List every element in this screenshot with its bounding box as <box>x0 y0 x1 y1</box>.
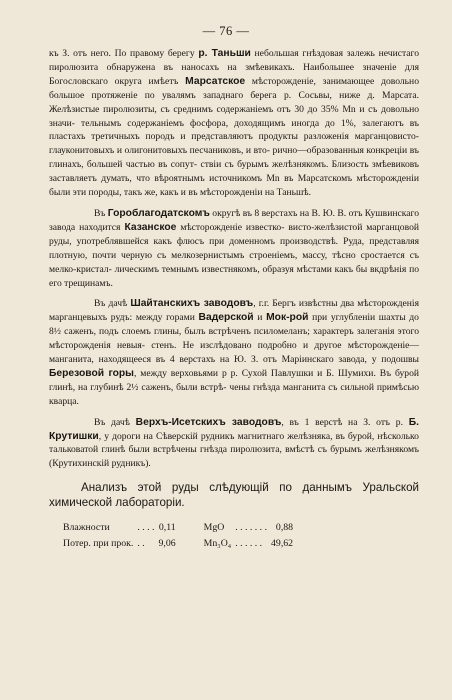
text-line: р. <box>395 416 403 428</box>
text-line: мелкозернистымъ строеніемъ, массу, тѣсно сростается съ мелко-кристал- <box>49 249 419 275</box>
place-name: Казанское <box>124 221 177 233</box>
result-label: Потер. при прок. <box>63 538 134 550</box>
place-name: рой <box>289 312 309 324</box>
analysis-heading-line: Анализъ этой руды слѣдующій по даннымъ Уральской <box>81 481 419 495</box>
paragraph-shaitanskie <box>49 297 419 408</box>
place-name: Мок- <box>266 312 290 324</box>
result-dots: . . . . . . . <box>235 522 268 534</box>
table-row <box>61 536 295 552</box>
text-line: что вѣроятнымъ источникомъ Mn въ Марсатскомъ мѣсторожденіи были <box>49 173 419 199</box>
place-name: Б. Крутишки <box>49 416 419 442</box>
text-line: мѣсторожденіе известко- <box>180 221 285 233</box>
result-dots: . . . . . . <box>235 538 263 550</box>
text-line: находящееся въ 4 верстахъ на Ю. З. отъ Маріинскаго завода, <box>98 354 367 366</box>
text-line: и <box>257 312 263 324</box>
place-name: Вадерской <box>198 312 254 324</box>
text-line: небольшая гнѣздовая <box>254 48 344 59</box>
place-name: Верхъ-Исетскихъ заводовъ <box>135 416 282 428</box>
result-dots: . . . . <box>137 522 155 534</box>
page-number: — 76 — <box>202 24 250 38</box>
text-line: западнаго берега р. Сосьвы, ниже д. Марсата. Желѣзистые пиролюзиты, <box>49 89 419 115</box>
result-dots: . . <box>137 538 145 550</box>
place-name: Гороблагодатскомъ <box>107 207 210 219</box>
text-line: стенъ. Не изслѣдовано подробно и другое мѣсторожденіе—манганита, <box>49 340 419 366</box>
result-value: 0,11 <box>158 522 176 534</box>
text-line: ствіи съ бурымъ желѣзнякомъ. Близость змѣевиковъ заставляетъ думать, <box>49 159 419 185</box>
text-line: въ бурой, нѣсколько тальковатой глинѣ были встрѣчены гнѣзда <box>49 430 419 456</box>
place-name: Марсатское <box>185 75 246 87</box>
text-line: Въ <box>94 207 106 219</box>
text-line: чены гнѣзда манганита съ сильной примѣсью кварца. <box>49 381 420 407</box>
text-line: къ З. отъ него. По правому берегу <box>49 48 195 59</box>
text-line: , въ 1 верстѣ на З. отъ <box>281 416 390 428</box>
result-label: Влажности <box>63 522 110 534</box>
text-line: встрѣченъ псиломеланъ; характеръ залеганія этого мѣсторожденія невыя- <box>49 326 419 352</box>
result-value: 0,88 <box>275 522 294 534</box>
text-line: пиролюзита, вмѣстѣ съ бурымъ желѣзнякомъ (Крутихинскій рудникъ). <box>49 444 420 470</box>
page-body <box>49 47 419 552</box>
text-line: залежь нечистаго пиролюзита обнаружена въ наносахъ на змѣевикахъ. <box>49 48 420 73</box>
result-value: 49,62 <box>271 538 294 550</box>
text-line: Въ дачѣ <box>94 298 128 310</box>
analysis-heading <box>49 480 419 510</box>
result-label: MgO <box>203 522 225 534</box>
paragraph-verkh-isetskie <box>49 416 419 472</box>
text-line: округѣ въ 8 верстахъ на В. Ю. В. <box>212 207 347 219</box>
place-name: р. Таньши <box>198 48 251 59</box>
analysis-heading-line: химической лабораторіи. <box>49 496 185 510</box>
text-line: по его трещинамъ. <box>49 263 420 289</box>
result-label: Mn₃O₄ <box>203 538 232 550</box>
text-line: и Б. Шумихи. Въ бурой глинѣ, на глубинѣ 2½ саженъ, были встрѣ- <box>49 367 420 393</box>
paragraph-goroblagodatskoe <box>49 207 419 290</box>
text-line: у подошвы <box>371 354 419 366</box>
text-line: Въ дачѣ <box>94 416 130 428</box>
place-name: Березовой горы <box>49 367 134 379</box>
text-line: эти породы, такъ же, какъ и въ мѣсторожденіи на Таньшѣ. <box>72 187 312 199</box>
text-line: рично—образованныя конкреціи въ глинахъ, большей частью въ сопут- <box>49 145 419 171</box>
text-line: съ среднимъ содержаніемъ отъ 30 до 35% Mn и съ довольно значи- <box>49 103 419 129</box>
text-line: лическимъ темнымъ известнякомъ, образуя мѣстами какъ бы вкдрѣнія <box>114 263 407 275</box>
text-line: при углубленіи шахты до 8½ саженъ, подъ слоемъ глины, былъ <box>49 312 419 338</box>
text-line: марганцовисто-глауконитовыхъ и олигонитовыхъ песчаниковъ, и вто- <box>49 131 419 157</box>
text-line: Наибольшее значеніе для Богословскаго округа имѣетъ <box>49 61 419 87</box>
text-line: , г.г. Бергъ извѣстны два <box>253 298 355 310</box>
text-line: въ пластахъ третичныхъ породъ и представляютъ продукты разложенія <box>49 117 419 143</box>
table-row <box>61 520 295 536</box>
text-line: тельнымъ содержаніемъ фосфора, доходящимъ иногда до 1%, залегаютъ <box>81 117 404 129</box>
analysis-results-table <box>61 520 295 552</box>
text-line: висто-желѣзистой марганцовой руды, употреблявшейся какъ флюсъ при <box>49 221 419 247</box>
text-line: отъ Кушвинскаго завода находится <box>49 207 419 233</box>
text-line: мѣсторожденіе, занимающее довольно большое протяженіе по увалямъ <box>49 75 419 101</box>
text-line: , у дороги на Сѣверскій рудникъ магнитнаго желѣзняка, <box>98 430 333 442</box>
text-line: доменномъ производствѣ. Руда, представляя плотную, почти черную съ <box>49 235 419 261</box>
paragraph-marsatskoe <box>49 47 419 200</box>
text-line: мѣсторожденія марганцевыхъ рудъ: между горами <box>49 298 419 324</box>
text-line: , между верховьями р р. Сухой Павлушки <box>133 367 314 379</box>
place-name: Шайтанскихъ заводовъ <box>130 298 254 310</box>
result-value: 9,06 <box>158 538 176 550</box>
